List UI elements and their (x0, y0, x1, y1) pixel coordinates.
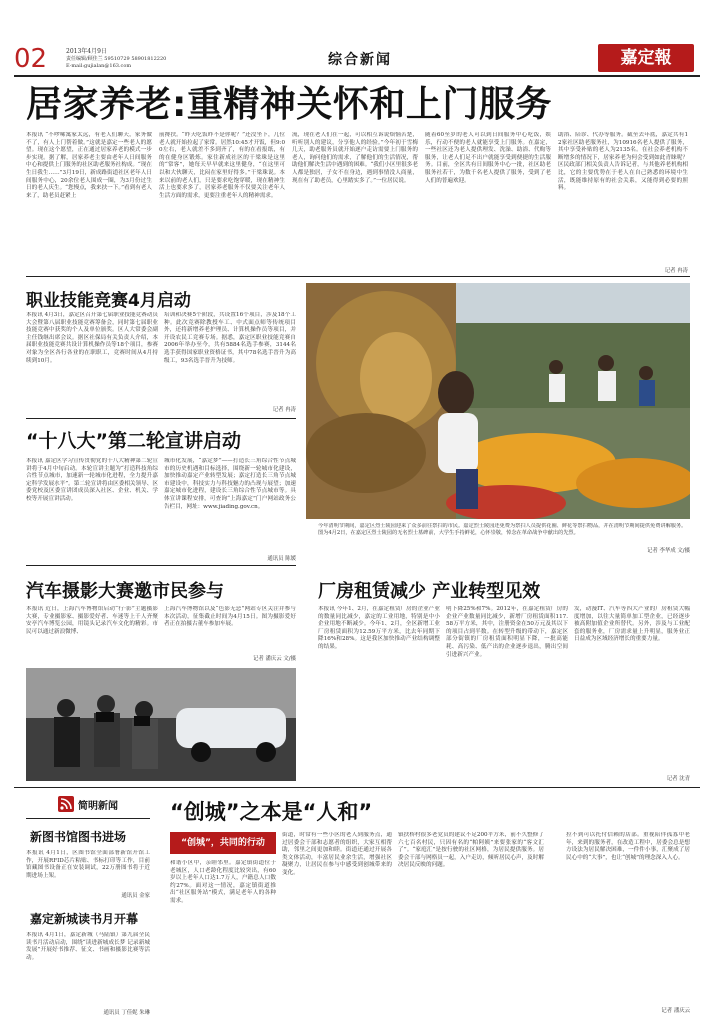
news1-col1: 本报讯 4月3日，嘉定区召开第七届职业技能竞赛动员大会暨第八届职业技能竞赛筹备会，同时第七届职业技能竞赛中获奖的个人及单位颁奖。区人大常委会副主任钱继出席会议。据区社保局有关负责人介绍，本届职业技能竞赛共设计算机操作员等18个项目，参赛对象为全区各行各业的在职职工，竞赛时间从4月持续到10月。 (26, 312, 158, 364)
news2-col1: 本报讯 嘉定区学习宣传贯彻党的十八大精神第二轮宣讲将于4月中旬启动。本轮宣讲主题为“打造科技角综合性节点城市，加速新一轮城市化进程，全力提升嘉定科学发展水平”。第二轮宣讲将由区委相关领导、区委党校及区委宣讲团成员深入社区、企业、机关、学校等开展宣讲活动。 (26, 458, 158, 502)
news1-rule (26, 418, 296, 419)
news5-col1: 和谐小区中，亲睦邻里。嘉定镇街道位于老城区，人口老龄化程度比较突出，有60岁以上老年人口达1.7万人，户籍总人口数约27%。面对这一情况，嘉定镇街道推出“社区服务站”模式，满足老年人的各种需求。 (170, 860, 276, 904)
brief-item2-title: 嘉定新城读书月开幕 (30, 912, 139, 926)
news1-title: 职业技能竞赛4月启动 (26, 291, 191, 311)
news3-col2: 上海汽车博物馆以及“色影无忌”网站专区关注并参与本次活动，征集截止时间为4月15日。图为摄影爱好者正在拍摄古董车参加车展。 (164, 606, 296, 628)
photo-byline: 记者 李华成 文/摄 (647, 548, 690, 554)
news4-title: 厂房租赁减少 产业转型见效 (318, 581, 541, 602)
news1-col2: 培训和决赛5个阶段，共设置16个项目，涉及18个工种。此次竞赛除教授车工、中式面点师等传统项目外，还将新增养老护理员、计算机操作员等项目，并开设农民工竞赛专场。据悉，嘉定区职业技能竞赛自2006年举办至今，共有5884名选手参赛，3144名选手获得国家职业资格证书，其中78名选手晋升为高级工，93名选手晋升为技师。 (164, 312, 296, 364)
brief-badge (58, 796, 74, 812)
memorial-photo (306, 283, 690, 519)
header-email: E-mail:gujialan@163.com (66, 63, 132, 69)
headline-col3: 流，现在老人们在一起，可以相互诉说烦恼苦楚，听听别人的建议，分享他人的经验。”今年初于雪梅几天，助老服务员就开始逐户走访需要上门服务的老人，询问他们的需求，了解他们的生活情况，帮助他们解决生活中遇到的困难。“我们小区里很多老人都是独居，子女不在身边，遇到事情没人商量，现在有了助老员，心里踏实多了。”一位居民说。 (292, 132, 418, 184)
car-photo-illustration (26, 668, 296, 781)
page-number: 02 (14, 46, 48, 72)
headline-col5: 助浴、陪诊、代办等服务。截至去年底，嘉定共有12家社区助老服务社，为10916名老人提供了服务，其中享受补贴的老人为2135名。在社会养老机构不断增多的情况下，居家养老为何会受到如此青睐呢？区民政部门相关负责人告诉记者，与其他养老机构相比，它的主要优势在于老人在自己熟悉的环境中生活，既能维持原有的社会关系，又能得到必要的照料。 (558, 132, 688, 192)
brief-item2-text: 本报讯 4月1日，嘉定新城（马陆镇）第九届全民读书月活动启动，围绕“读进新城成长梦 记录新城发展”开展好书推荐、征文、书画和摄影比赛等活动。 (26, 932, 150, 961)
car-photo (26, 668, 296, 781)
header-editor: 责任编辑/顾佳兰 59510729 58901812220 (66, 56, 167, 62)
headline-byline: 记者 冉涛 (664, 268, 688, 274)
news3-col1: 本报讯 近日，上海汽车博物馆启动“行·影”主题摄影大赛，专业摄影家、摄影爱好者、车迷等上千人齐聚安亭汽车博览公园，用镜头记录汽车文化的精彩。市民可以通过新浪微博、 (26, 606, 158, 635)
news4-col2: 明下降25%和7%。2012年，在嘉定租赁厂房的企业产业数量同比减少，新增厂房租赁面积117.58万平方米，其中，注册资金在50万元及其以下的项目占到半数。在转型升级的带动下，嘉定区部分街镇的厂房租赁面积明显下降，一批高能耗、高污染、低产出的企业逐步退出，腾出空间引进新兴产业。 (446, 606, 568, 658)
news5-col3: 镇扶桥村很多老党员的建议不足200平方米，前不久整修了六七百名村民，只因有名的“帕阿姨”来要张家的“客文汇了”。“家庭汇”是按行驶的社区网格，为居民提供服务。居委会干部与网格员一起，入户走访，倾听居民心声，及时解决居民反映的问题。 (398, 832, 544, 869)
news5-tag: “创城”，共同的行动 (170, 832, 276, 854)
brief-item1-title: 新图书馆图书进场 (30, 830, 127, 844)
news5-col2: 街道，时常有一些小区的老人到服务点，通过居委会干部和志愿者的组织，大家互相帮助，邻里之间更加和睦。街道还通过开展各类文体活动，丰富居民业余生活，增强社区凝聚力，让居民在参与中感受到创城带来的变化。 (282, 832, 392, 876)
photo-illustration (306, 283, 690, 519)
news2-title: “十八大”第二轮宣讲启动 (26, 430, 241, 452)
header-date: 2013年4月9日 (66, 48, 107, 55)
headline-col4: 随着60至岁的老人可以到日间服务中心吃饭，娱乐，行动不便的老人就能享受上门服务。在嘉定，一些社区还为老人提供理发、洗澡、助浴、代购等服务，让老人们足不出户就能享受到便捷的生活服务。目前，全区共有日间服务中心一批，社区助老服务社若干，为数千名老人提供了服务，受到了老人们的普遍欢迎。 (425, 132, 551, 184)
news1-byline: 记者 冉涛 (272, 407, 296, 413)
news2-rule (26, 565, 296, 566)
photo-caption: 今年清明节期间，嘉定区烈士陵园迎来了众多前往祭扫的市民。嘉定烈士陵园还免费为祭扫人员提供花圈、鲜花等祭扫物品，并在清明节期间提供免费讲解服务。图为4月2日，在嘉定区烈士陵园的无名烈士墓碑前，大学生手持鲜花，心怀崇敬，悼念在革命战争中献出的先烈。 (318, 523, 687, 536)
news4-col1: 本报讯 今年1、2月，在嘉定租赁厂房的企业产业的数量同比减少，嘉定的工业用地，特别是中小企业用地不断减少。今年1、2月，全区新增工业厂房租赁面积为12.59万平方米，比去年同期下降16%和28%。这是我区加快推动产业结构调整的结果。 (318, 606, 440, 650)
news4-byline: 记者 沈青 (666, 776, 690, 782)
brief-rule (26, 818, 150, 819)
section-title: 综合新闻 (328, 52, 392, 68)
headline-col2: 前搀扶。“昨天吃饭昨不是你呢？”还没坐下，几位老人就开始拉起了家常。居然10:45才开饭，但9:00左右，老人就差不多到齐了，有的在看报纸，有的在健身区锻炼。家住新成社区的干梁珠是这里的“常客”，她每天早早就来这里健身，“在这里可以和大伙聊天，比闷在家里好得多。”干梁珠说。本来以前的老人们，只是要求吃饱穿暖，现在精神生活上也要求多了，居家养老服务不仅要关注老年人生活方面的需求，更要注重老年人的精神需求。 (159, 132, 285, 199)
brief-item2-byline: 通讯员 丁佳妮 朱琳 (103, 1010, 150, 1016)
main-headline: 居家养老:重精神关怀和上门服务 (26, 84, 552, 125)
news5-title: “创城”之本是“人和” (170, 800, 373, 824)
news5-col4: 拉不到可以托付信赖的店部。重视陪伴孤寡中老年，来到的服务者，在改造工程中，居委会总是想方设法为居民解决困难，一件件小事，汇聚成了居民心中的“大事”，也让“创城”的理念深入人心。 (566, 832, 690, 861)
headline-rule (26, 276, 690, 277)
news2-col2: 城市化发展，“嘉定梦”——打造长三角综合性节点城市的历史机遇和目标选择，围绕新一轮城市化建设，加快推动嘉定产业转型发展；嘉定打造长三角节点城市建设中，科技实力与科技魅力的凸现与展望；加速嘉定城市化进程，建设长三角综合性节点城市等。具体宣讲课程安排，可查询“上海嘉定”门户网站政务公告栏目，网址：www.jiading.gov.cn。 (164, 458, 296, 510)
lower-rule (14, 787, 700, 788)
brief-item1-byline: 通讯员 金家 (121, 893, 150, 899)
news3-byline: 记者 潘庆云 文/摄 (253, 656, 296, 662)
brief-item1-text: 本报讯 4月1日，区图书馆全面部署新馆开馆工作，开展RFID芯片粘贴、书标打印等工作，目前馆藏图书设备正在安装调试，22万册图书将于近期进场上架。 (26, 850, 150, 879)
rss-icon (58, 796, 74, 812)
news2-byline: 通讯员 陈媛 (267, 556, 296, 562)
news4-col3: 发，动漫IT、汽车等四大产业的厂房租赁大幅度增加，以往大量简单加工型企业，已经逐步被高附加值企业所替代。另外，涉及与工业配套的服务业，厂房需求量上升明显，服务业正日益成为区域经济增长的重要力量。 (574, 606, 690, 643)
news5-byline: 记者 潘庆云 (661, 1008, 690, 1014)
brief-label: 简明新闻 (78, 801, 118, 812)
header-rule (14, 75, 700, 77)
logo-badge: 嘉定報 (598, 44, 694, 72)
news3-title: 汽车摄影大赛邀市民参与 (26, 581, 224, 602)
headline-col1: 本报讯 “不啰嗦寓家太远，有老人们聊天，家务做不了，有人上门帮着做。”这就是嘉定一些老人的愿望。现在这个愿望，正在通过居家养老的模式一步步实现。据了解，居家养老主要由老年人日间服务中心和提供上门服务的社区助老服务社构成。“现在生日我生……”3月19日，新成路街道社区老年人日间服务中心，20余位老人围成一圈，为3月份过生日的老人庆生。“您慢点，我来扶一下。”看到有老人来了，助老员赶紧上 (26, 132, 152, 199)
